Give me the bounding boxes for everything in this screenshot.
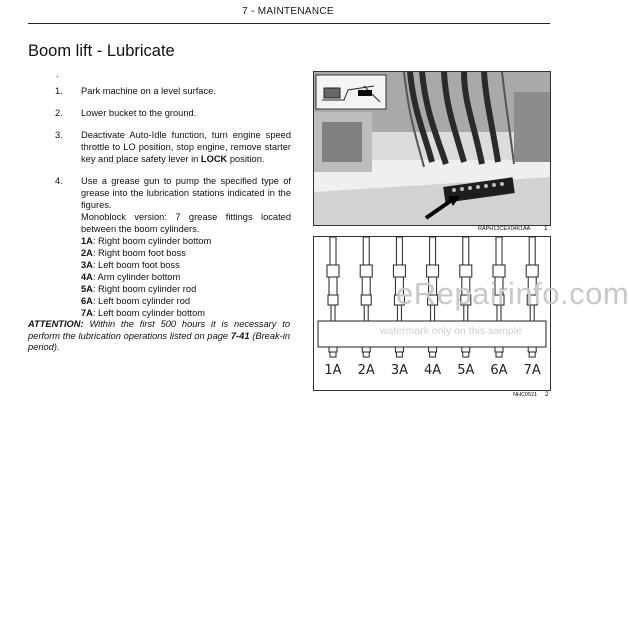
fitting-item	[81, 271, 291, 283]
grease-nipple	[395, 347, 403, 352]
grease-nipple-tip	[529, 352, 535, 357]
fitting-code: 2A	[81, 248, 93, 258]
hose-stem	[364, 305, 368, 321]
step-number: 2.	[55, 108, 63, 118]
step-number: 1.	[55, 86, 63, 96]
bullet-dot: .	[56, 69, 59, 79]
hose-line	[396, 237, 402, 265]
fitting-item	[81, 235, 291, 247]
page-title: Boom lift - Lubricate	[28, 42, 175, 60]
fitting-label: 6A	[490, 363, 508, 378]
hose-line	[496, 237, 502, 265]
attention-label: ATTENTION:	[28, 319, 84, 329]
monoblock-note: Monoblock version: 7 grease fittings located between the boom cylinders.	[81, 212, 291, 234]
step-text: Deactivate Auto-Idle function, turn engine speed throttle to LO position, stop engine, remove starter key and place safety lever in	[81, 130, 291, 164]
grease-nipple	[462, 347, 470, 352]
fitting-label: 5A	[457, 363, 475, 378]
fitting-code: 5A	[81, 284, 93, 294]
step-text-bold: LOCK	[200, 154, 228, 164]
step-text: position.	[227, 154, 265, 164]
fitting-desc: : Right boom foot boss	[92, 248, 186, 258]
header-rule	[28, 23, 550, 24]
attention-text: (Break-in period).	[28, 330, 290, 352]
grease-nipple-tip	[330, 352, 336, 357]
step-text: Lower bucket to the ground.	[81, 108, 197, 118]
grease-nipple-tip	[463, 352, 469, 357]
fitting-item	[81, 283, 291, 295]
fitting-desc: : Right boom cylinder bottom	[92, 236, 212, 246]
watermark-text: eRepairinfo.com	[396, 276, 629, 311]
grease-nipple-tip	[363, 352, 369, 357]
step-number: 3.	[55, 130, 63, 140]
hose-fitting-nut	[361, 295, 371, 305]
hose-connector	[362, 277, 370, 295]
grease-nipple	[429, 347, 437, 352]
hose-stem	[331, 305, 335, 321]
figure-1-photo	[313, 71, 551, 226]
fitting-label: 7A	[523, 363, 541, 378]
hose-line	[330, 237, 336, 265]
fitting-label: 2A	[357, 363, 375, 378]
fitting-desc: : Arm cylinder bottom	[92, 272, 181, 282]
page-reference: 7-41	[230, 330, 250, 341]
hose-line	[430, 237, 436, 265]
fitting-code: 1A	[81, 236, 93, 246]
fitting-label: 4A	[424, 363, 442, 378]
step-item	[55, 107, 291, 119]
grease-nipple-tip	[430, 352, 436, 357]
procedure-steps	[55, 85, 291, 319]
grease-nipple	[495, 347, 503, 352]
grease-nipple	[528, 347, 536, 352]
fitting-desc: : Left boom foot boss	[92, 260, 180, 270]
hose-connector	[329, 277, 337, 295]
fitting-item	[81, 307, 291, 319]
figure-1-caption: RAPH12CEX0461AA	[478, 226, 531, 232]
grease-nipple	[329, 347, 337, 352]
fitting-code: 7A	[81, 308, 93, 318]
machine-photo-illustration	[314, 72, 550, 225]
grease-nipple-tip	[396, 352, 402, 357]
attention-text: Within the first 500 hours it is necessary to perform the lubrication operations listed on page	[28, 319, 290, 341]
grease-nipple-tip	[496, 352, 502, 357]
grease-nipple	[362, 347, 370, 352]
hose-fitting-nut	[327, 265, 339, 277]
step-item	[55, 129, 291, 165]
attention-note	[28, 319, 290, 354]
page-header: 7 - MAINTENANCE	[242, 6, 334, 17]
fitting-item	[81, 259, 291, 271]
step-text: Use a grease gun to pump the specified type of grease into the lubrication stations indicated in the figures.	[81, 176, 291, 210]
fitting-code: 6A	[81, 296, 93, 306]
figure-1-number: 1	[544, 225, 548, 232]
step-item	[55, 175, 291, 319]
fitting-label: 1A	[324, 363, 342, 378]
fitting-desc: : Left boom cylinder bottom	[92, 308, 206, 318]
hose-fitting-nut	[360, 265, 372, 277]
step-number: 4.	[55, 176, 63, 186]
hose-fitting-nut	[328, 295, 338, 305]
figure-2-diagram	[313, 236, 551, 391]
fitting-label: 3A	[390, 363, 408, 378]
hose-line	[463, 237, 469, 265]
step-item	[55, 85, 291, 97]
figure-2-caption: NHC0521	[513, 392, 538, 398]
hose-line	[529, 237, 535, 265]
watermark-subtext: watermark only on this sample	[380, 325, 522, 337]
fitting-code: 4A	[81, 272, 93, 282]
hose-line	[363, 237, 369, 265]
fitting-code: 3A	[81, 260, 93, 270]
fitting-desc: : Right boom cylinder rod	[92, 284, 197, 294]
fitting-desc: : Left boom cylinder rod	[92, 296, 191, 306]
manifold-diagram	[314, 237, 550, 390]
figure-2-number: 2	[545, 391, 549, 398]
step-text: Park machine on a level surface.	[81, 86, 216, 96]
fitting-item	[81, 295, 291, 307]
fitting-item	[81, 247, 291, 259]
